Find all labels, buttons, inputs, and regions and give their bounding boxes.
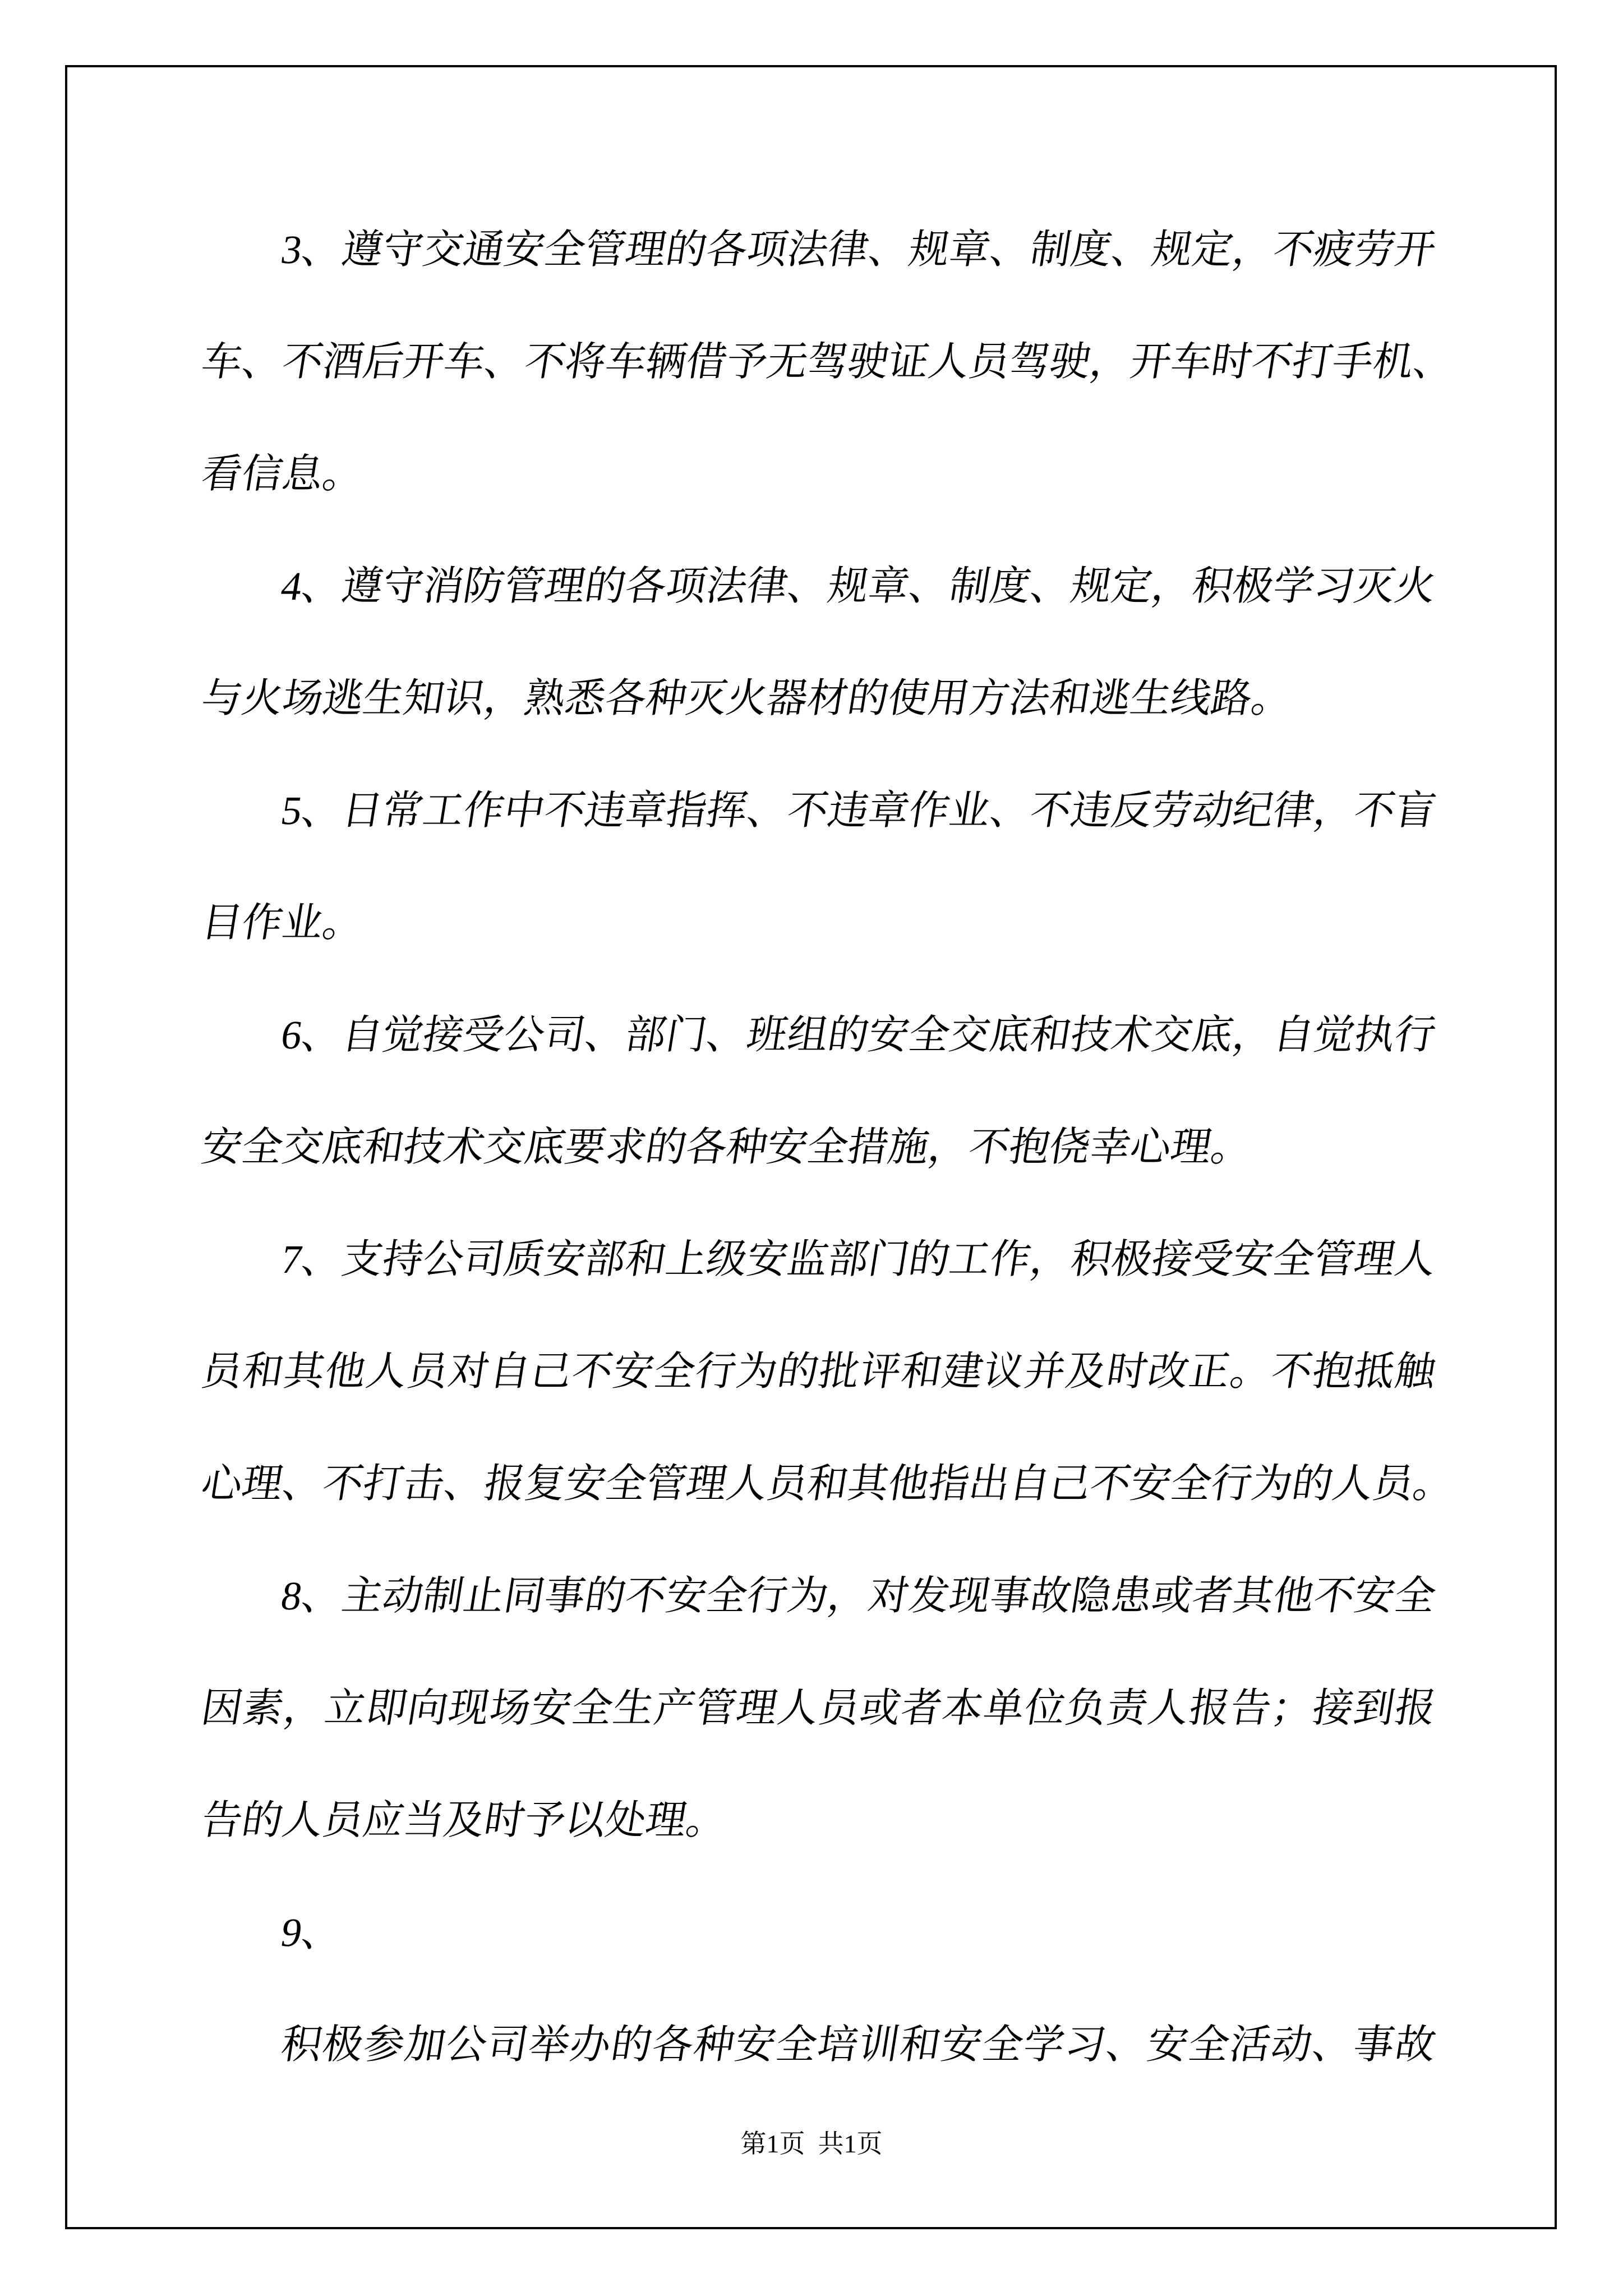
text-line: 看信息。 <box>198 452 367 496</box>
text-line: 因 素 ， 立 即 向 现 场 安 全 生 产 管 理 人 员 或 者 本 单 位 负 责 人 报 告 ； 接 到 报 <box>198 1686 1440 1731</box>
text-line: 车 、 不 酒 后 开 车 、 不 将 车 辆 借 予 无 驾 驶 证 人 员 驾 驶 ， 开 车 时 不 打 手 机 、 <box>198 339 1458 384</box>
text-line: 7 、 支 持 公 司 质 安 部 和 上 级 安 监 部 门 的 工 作 ， 积 极 接 受 安 全 管 理 人 <box>278 1237 1440 1282</box>
text-line: 5 、 日 常 工 作 中 不 违 章 指 挥 、 不 违 章 作 业 、 不 违 反 劳 动 纪 律 ， 不 盲 <box>278 788 1440 833</box>
text-line: 9、 <box>278 1910 346 1955</box>
text-line: 8 、 主 动 制 止 同 事 的 不 安 全 行 为 ， 对 发 现 事 故 隐 患 或 者 其 他 不 安 全 <box>278 1573 1440 1618</box>
text-line: 员 和 其 他 人 员 对 自 己 不 安 全 行 为 的 批 评 和 建 议 并 及 时 改 正 。 不 抱 抵 触 <box>198 1349 1440 1394</box>
page-footer <box>0 2130 1623 2158</box>
text-line: 6 、 自 觉 接 受 公 司 、 部 门 、 班 组 的 安 全 交 底 和 技 术 交 底 ， 自 觉 执 行 <box>278 1013 1440 1057</box>
text-line: 告的人员应当及时予以处理。 <box>198 1798 731 1843</box>
text-line: 目作业。 <box>198 900 367 945</box>
text-line: 4 、 遵 守 消 防 管 理 的 各 项 法 律 、 规 章 、 制 度 、 规 定 ， 积 极 学 习 灭 火 <box>278 564 1440 609</box>
text-line: 3 、 遵 守 交 通 安 全 管 理 的 各 项 法 律 、 规 章 、 制 度 、 规 定 ， 不 疲 劳 开 <box>278 227 1440 272</box>
text-line: 安全交底和技术交底要求的各种安全措施，不抱侥幸心理。 <box>198 1125 1256 1170</box>
text-line: 与火场逃生知识，熟悉各种灭火器材的使用方法和逃生线路。 <box>198 676 1296 721</box>
text-line: 心 理 、 不 打 击 、 报 复 安 全 管 理 人 员 和 其 他 指 出 自 己 不 安 全 行 为 的 人 员 。 <box>198 1461 1458 1506</box>
page-number: 第1页 共1页 <box>740 2129 883 2158</box>
text-line: 积 极 参 加 公 司 举 办 的 各 种 安 全 培 训 和 安 全 学 习 、 安 全 活 动 、 事 故 <box>278 2022 1440 2067</box>
